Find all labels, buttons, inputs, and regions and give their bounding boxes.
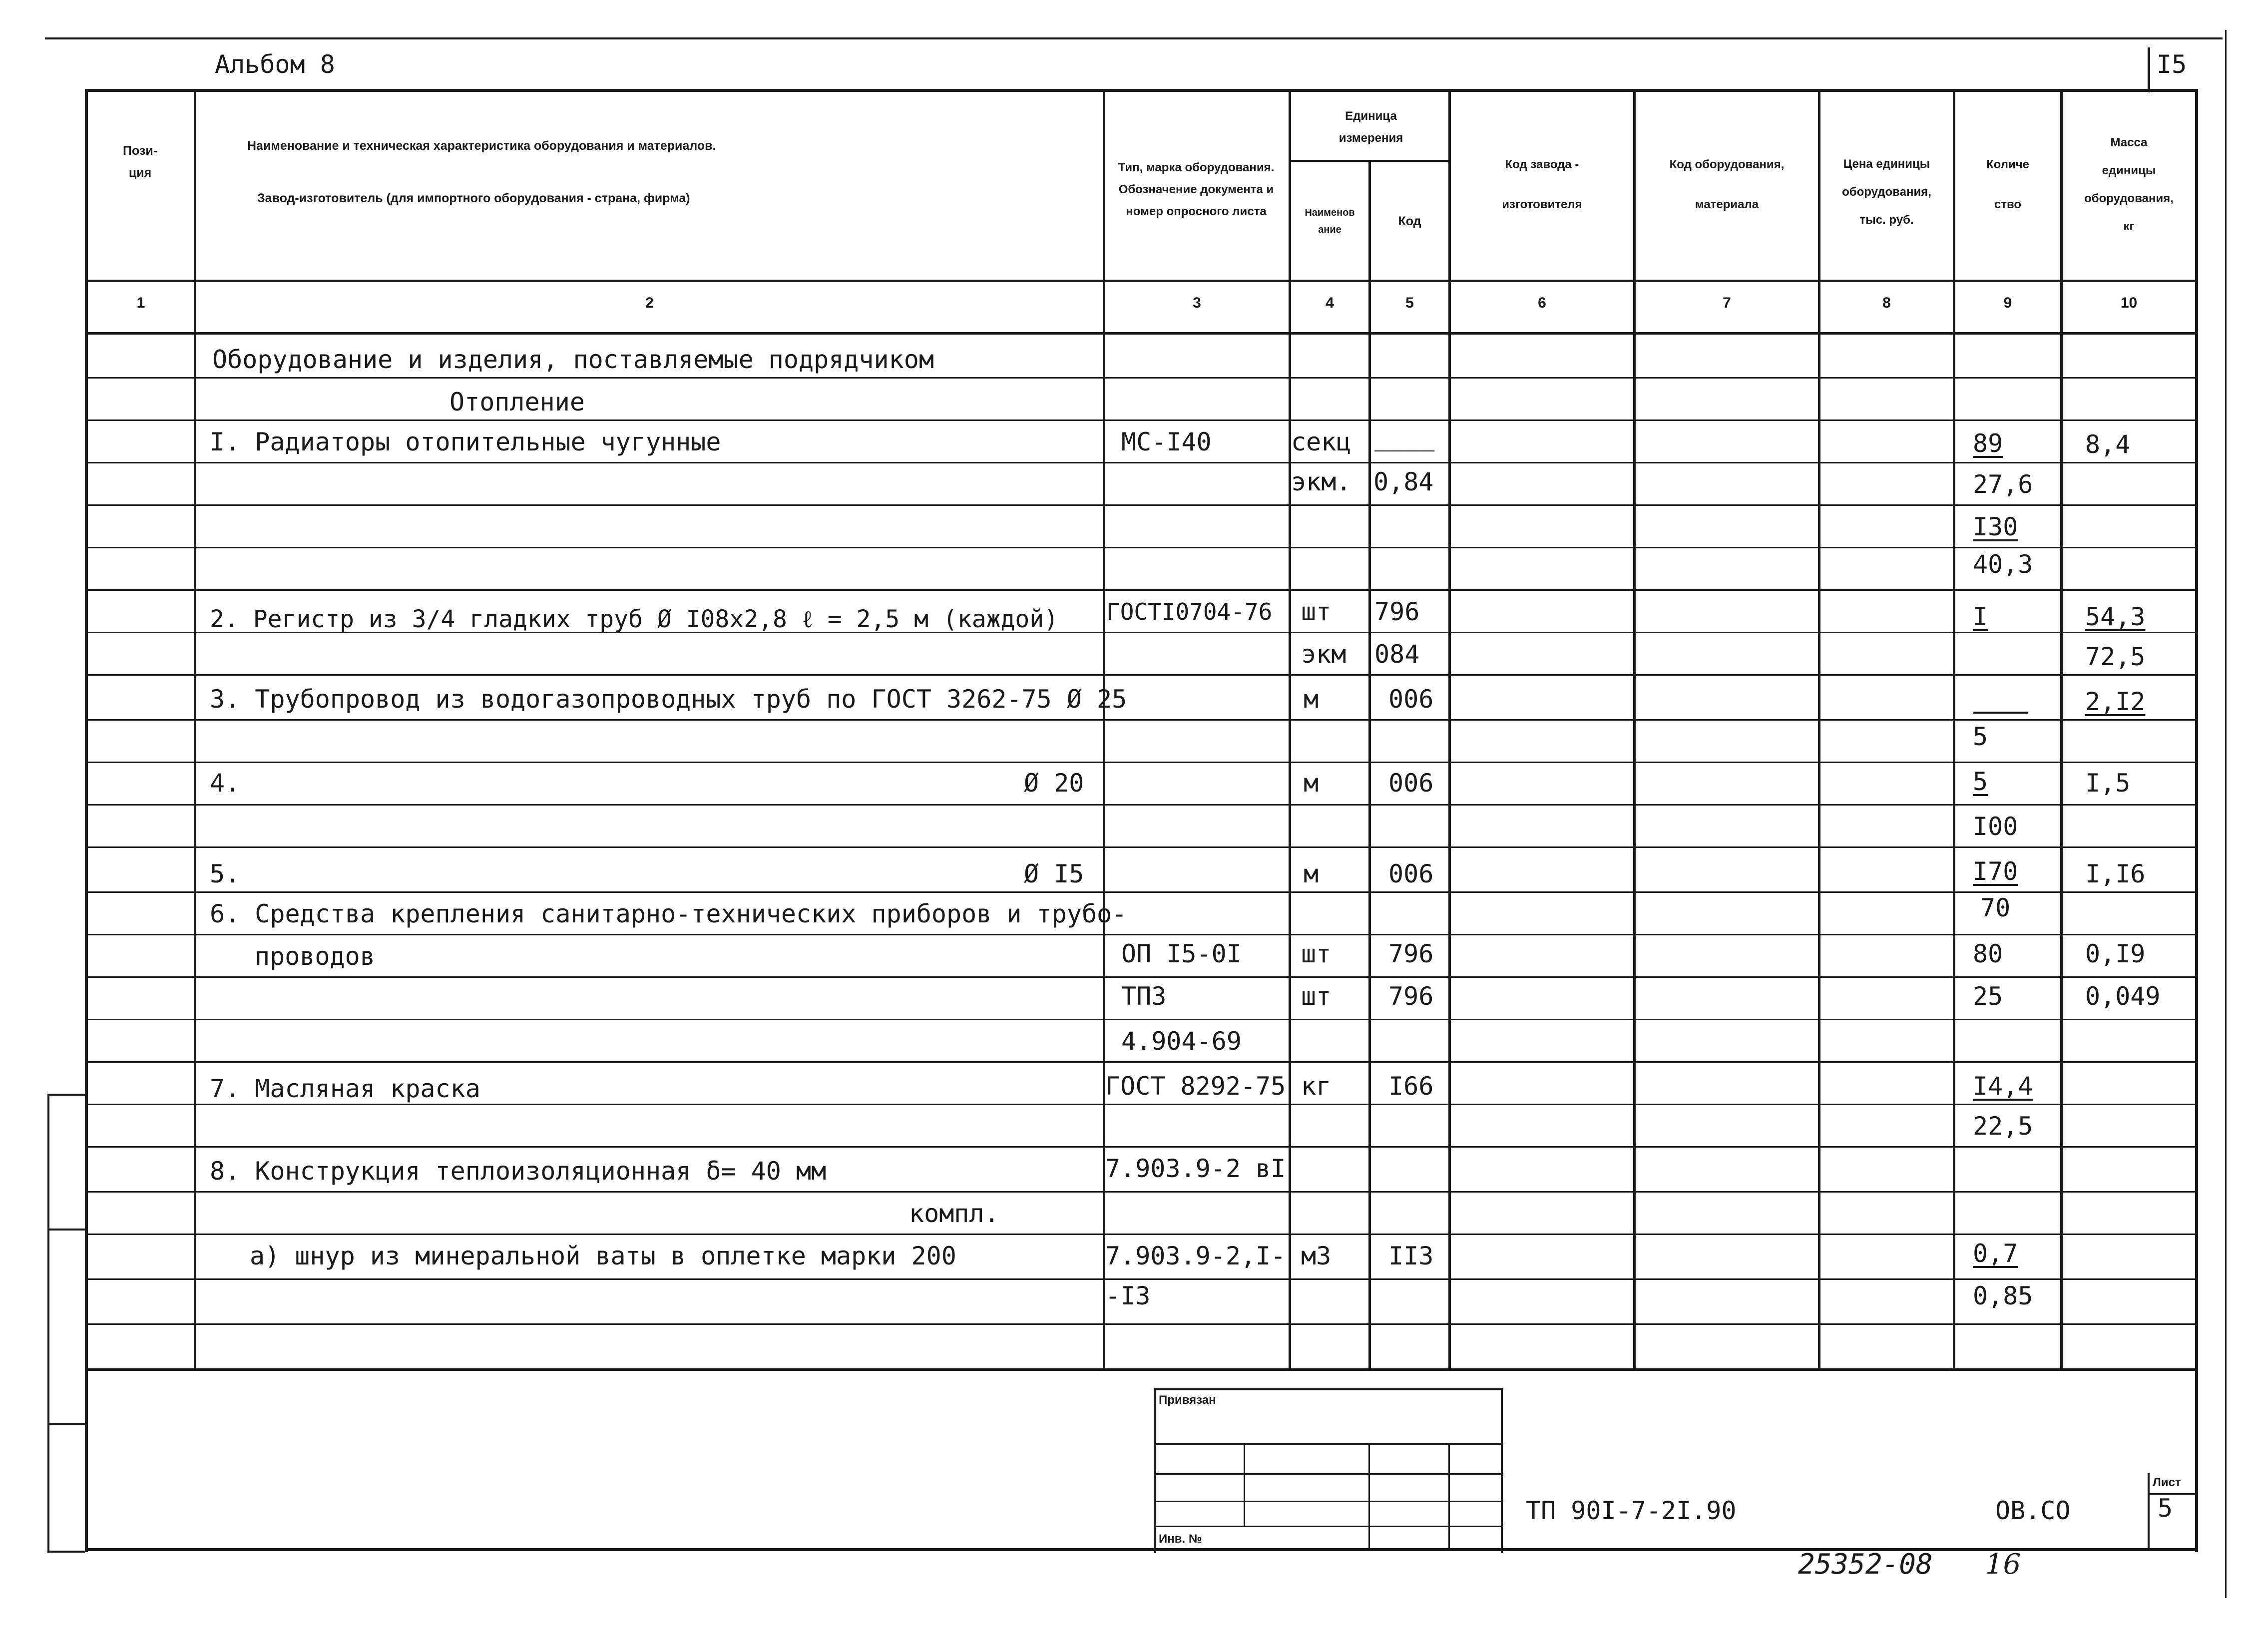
col-number-8: 8 [1882, 295, 1891, 311]
archive-number: 25352-08 [1798, 1548, 1933, 1581]
page-corner-number: I5 [2157, 50, 2187, 79]
album-label: Альбом 8 [215, 50, 335, 79]
row-qty: 80 [1973, 939, 2003, 968]
row-qty: 40,3 [1973, 550, 2033, 579]
row-name: 5. [210, 859, 240, 888]
row-unit: шт [1301, 982, 1332, 1011]
row-mass: 8,4 [2085, 430, 2131, 459]
header-manufacturer: Завод-изготовитель (для импортного оборудования - страна, фирма) [257, 191, 690, 205]
row-code: I66 [1388, 1072, 1434, 1101]
row-qty: 0,7 [1973, 1239, 2018, 1268]
row-qty: 27,6 [1973, 470, 2033, 499]
row-code: II3 [1388, 1241, 1434, 1270]
row-mass: 54,3 [2085, 602, 2146, 631]
row-code: 006 [1388, 859, 1434, 888]
row-name-diameter: Ø I5 [1024, 859, 1084, 888]
col-number-1: 1 [136, 295, 145, 311]
row-qty: 22,5 [1973, 1112, 2033, 1141]
stamp-inventory-number: Инв. № [1159, 1532, 1202, 1546]
row-type: МС-I40 [1121, 427, 1212, 456]
row-mass: I,I6 [2085, 859, 2146, 888]
row-unit: экм [1301, 640, 1346, 669]
sheet-label: Лист [2153, 1476, 2181, 1489]
row-mass: 2,I2 [2085, 687, 2146, 716]
col-number-10: 10 [2120, 295, 2138, 311]
row-mass: I,5 [2085, 769, 2131, 798]
header-price: Цена единицы оборудования, тыс. руб. [1842, 157, 1931, 227]
row-qty: 70 [1980, 893, 2011, 922]
row-unit: м [1304, 769, 1319, 798]
row-unit: м3 [1301, 1241, 1332, 1270]
row-qty: 5 [1973, 767, 1988, 796]
col-number-9: 9 [2003, 295, 2012, 311]
col-number-4: 4 [1326, 295, 1334, 311]
row-code: 084 [1374, 640, 1420, 669]
row-qty: I00 [1973, 812, 2018, 841]
col-number-7: 7 [1723, 295, 1731, 311]
row-code: 796 [1388, 939, 1434, 968]
row-name: 8. Конструкция теплоизоляционная δ= 40 мм [210, 1157, 827, 1186]
row-type: -I3 [1105, 1281, 1151, 1310]
row-code: ____ [1374, 422, 1435, 451]
stamp-privyazan: Привязан [1159, 1393, 1216, 1407]
row-qty: 89 [1973, 429, 2003, 458]
row-unit: шт [1301, 597, 1332, 626]
row-name: а) шнур из минеральной ваты в оплетке марки 200 [250, 1241, 956, 1270]
document-code: ТП 90I-7-2I.90 [1526, 1496, 1737, 1525]
row-qty: 0,85 [1973, 1281, 2033, 1310]
subsection-title: Отопление [449, 388, 585, 416]
header-type: Тип, марка оборудования. Обозначение документа и номер опросного листа [1118, 161, 1275, 218]
row-mass: 0,I9 [2085, 939, 2146, 968]
col-number-6: 6 [1538, 295, 1546, 311]
row-name: 2. Регистр из 3/4 гладких труб Ø I08x2,8 ℓ = 2,5 м (каждой) [210, 605, 1059, 633]
archive-page: 16 [1985, 1548, 2021, 1581]
row-type: 4.904-69 [1121, 1027, 1242, 1056]
row-qty: I30 [1973, 512, 2018, 541]
row-unit: м [1304, 859, 1319, 888]
row-mass: 72,5 [2085, 642, 2146, 671]
row-name: 6. Средства крепления санитарно-технических приборов и трубо- [210, 899, 1127, 928]
row-unit: м [1304, 685, 1319, 714]
row-type: 7.903.9-2 вI [1105, 1154, 1286, 1183]
header-name: Наименование и техническая характеристика оборудования и материалов. [247, 139, 716, 153]
section-code: ОВ.СО [1995, 1496, 2071, 1525]
header-unit-name: Наименование [1305, 207, 1355, 235]
row-name: 4. [210, 769, 240, 798]
row-unit: секц [1291, 427, 1351, 456]
row-qty: 5 [1973, 722, 1988, 751]
row-name: проводов [255, 942, 375, 971]
header-mass: Масса единицы оборудования, кг [2084, 136, 2174, 233]
row-unit: кг [1301, 1072, 1332, 1101]
header-equipment-code: Код оборудования, материала [1669, 158, 1785, 211]
row-code: 0,84 [1373, 467, 1434, 496]
row-code: 796 [1374, 597, 1420, 626]
header-position: Пози- ция [122, 144, 158, 180]
row-type: ГОСТ 8292-75 [1105, 1072, 1286, 1101]
row-type: ОП I5-0I [1121, 939, 1242, 968]
col-number-3: 3 [1193, 295, 1201, 311]
row-unit: шт [1301, 939, 1332, 968]
header-quantity: Количество [1986, 158, 2029, 211]
row-name: 3. Трубопровод из водогазопроводных труб по ГОСТ 3262-75 Ø 25 [210, 685, 1127, 714]
row-qty: I [1973, 602, 1988, 631]
row-name: компл. [909, 1199, 999, 1228]
right-edge [2225, 30, 2227, 1598]
row-code: 006 [1388, 769, 1434, 798]
row-name-diameter: Ø 20 [1024, 769, 1084, 798]
row-type: ТПЗ [1121, 982, 1167, 1011]
row-qty: I70 [1973, 857, 2018, 886]
row-mass: 0,049 [2085, 982, 2161, 1011]
row-type: ГОСТI0704-76 [1106, 598, 1273, 625]
sheet-number: 5 [2158, 1494, 2173, 1523]
col-number-2: 2 [645, 295, 654, 311]
section-title: Оборудование и изделия, поставляемые подрядчиком [212, 345, 934, 374]
header-unit-code: Код [1398, 214, 1421, 228]
header-manufacturer-code: Код завода - изготовителя [1502, 158, 1582, 211]
row-code: 796 [1388, 982, 1434, 1011]
row-name: I. Радиаторы отопительные чугунные [210, 427, 721, 456]
row-name: 7. Масляная краска [210, 1074, 480, 1103]
row-type: 7.903.9-2,I- [1105, 1241, 1286, 1270]
row-qty: I4,4 [1973, 1072, 2033, 1101]
row-qty: 25 [1973, 982, 2003, 1011]
header-unit: Единица измерения [1339, 109, 1403, 145]
row-unit: экм. [1291, 467, 1351, 496]
col-number-5: 5 [1405, 295, 1414, 311]
row-code: 006 [1388, 685, 1434, 714]
